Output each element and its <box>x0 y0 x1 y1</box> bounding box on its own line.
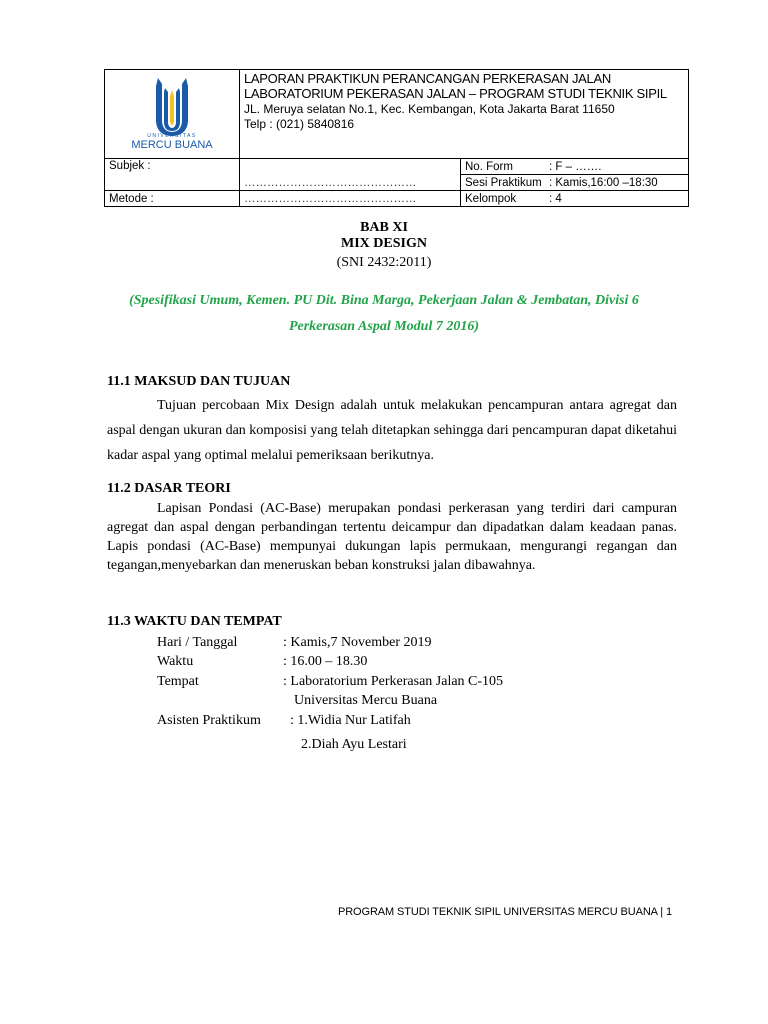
specification-line1: (Spesifikasi Umum, Kemen. PU Dit. Bina Marga, Pekerjaan Jalan & Jembatan, Divisi 6 <box>129 293 639 308</box>
kelompok-value: : 4 <box>549 192 562 205</box>
page-footer: PROGRAM STUDI TEKNIK SIPIL UNIVERSITAS MERCU BUANA | 1 <box>337 906 672 918</box>
sesi-label: Sesi Praktikum <box>465 176 542 189</box>
report-title-line1: LAPORAN PRAKTIKUN PERANCANGAN PERKERASAN JALAN <box>244 71 611 86</box>
chapter-number: BAB XI <box>360 220 408 235</box>
no-form-label: No. Form <box>465 160 513 173</box>
standard-reference: (SNI 2432:2011) <box>336 255 432 270</box>
asisten-label: Asisten Praktikum <box>157 713 261 728</box>
chapter-title: MIX DESIGN <box>341 236 427 251</box>
metode-value: ……………………………………… <box>240 191 461 207</box>
sesi-value: : Kamis,16:00 –18:30 <box>549 176 658 189</box>
address: JL. Meruya selatan No.1, Kec. Kembangan, Kota Jakarta Barat 11650 <box>244 102 615 116</box>
university-logo <box>108 70 236 153</box>
logo-emblem-icon <box>156 78 188 136</box>
phone: Telp : (021) 5840816 <box>244 117 355 131</box>
subjek-value: ……………………………………… <box>240 159 461 191</box>
no-form-cell <box>461 159 689 175</box>
section-11-2-paragraph <box>107 499 677 575</box>
no-form-value: : F – ……. <box>549 160 602 173</box>
logo-cell <box>105 70 240 159</box>
kelompok-cell <box>461 191 689 207</box>
section-11-2-text: Lapisan Pondasi (AC-Base) merupakan pondasi perkerasan yang terdiri dari campuran agregat dan aspal dengan perbandingan tertentu deicampur dan dipadatkan dalam keadaan panas. Lapis pondasi (AC-Base) mempunyai dukungan lapis permukaan, mengurangi regangan dan tegangan,menyebarkan dan meneruskan beban konstruksi jalan dibawahnya. <box>107 501 677 573</box>
report-title-line2: LABORATORIUM PEKERASAN JALAN – PROGRAM STUDI TEKNIK SIPIL <box>244 86 667 101</box>
tempat-value: : Laboratorium Perkerasan Jalan C-105 <box>283 674 504 689</box>
header-table <box>104 69 689 207</box>
subjek-label: Subjek : <box>105 159 240 191</box>
section-11-1-heading: 11.1 MAKSUD DAN TUJUAN <box>107 374 291 389</box>
logo-university-small: UNIVERSITAS <box>147 133 197 139</box>
section-11-1-paragraph <box>107 393 677 468</box>
tempat-value-2: Universitas Mercu Buana <box>294 693 438 708</box>
hari-label: Hari / Tanggal <box>157 635 238 650</box>
title-cell <box>240 70 689 159</box>
waktu-value: : 16.00 – 18.30 <box>283 654 368 669</box>
sesi-cell <box>461 175 689 191</box>
waktu-label: Waktu <box>157 654 194 669</box>
kelompok-label: Kelompok <box>465 192 517 205</box>
asisten-value-2: 2.Diah Ayu Lestari <box>301 737 407 752</box>
metode-label: Metode : <box>105 191 240 207</box>
section-11-2-heading: 11.2 DASAR TEORI <box>107 481 231 496</box>
section-11-1-text: Tujuan percobaan Mix Design adalah untuk melakukan pencampuran antara agregat dan aspal dengan ukuran dan komposisi yang telah ditetapkan sehingga dari pencampuran dapat diketahui kadar aspal yang optimal melalui pemeriksaan berikutnya. <box>107 398 677 463</box>
section-11-3-heading: 11.3 WAKTU DAN TEMPAT <box>107 614 282 629</box>
tempat-label: Tempat <box>157 674 199 689</box>
specification-line2: Perkerasan Aspal Modul 7 2016) <box>288 319 480 334</box>
logo-university-name: MERCU BUANA <box>131 139 213 151</box>
hari-value: : Kamis,7 November 2019 <box>283 635 432 650</box>
asisten-value-1: : 1.Widia Nur Latifah <box>290 713 411 728</box>
